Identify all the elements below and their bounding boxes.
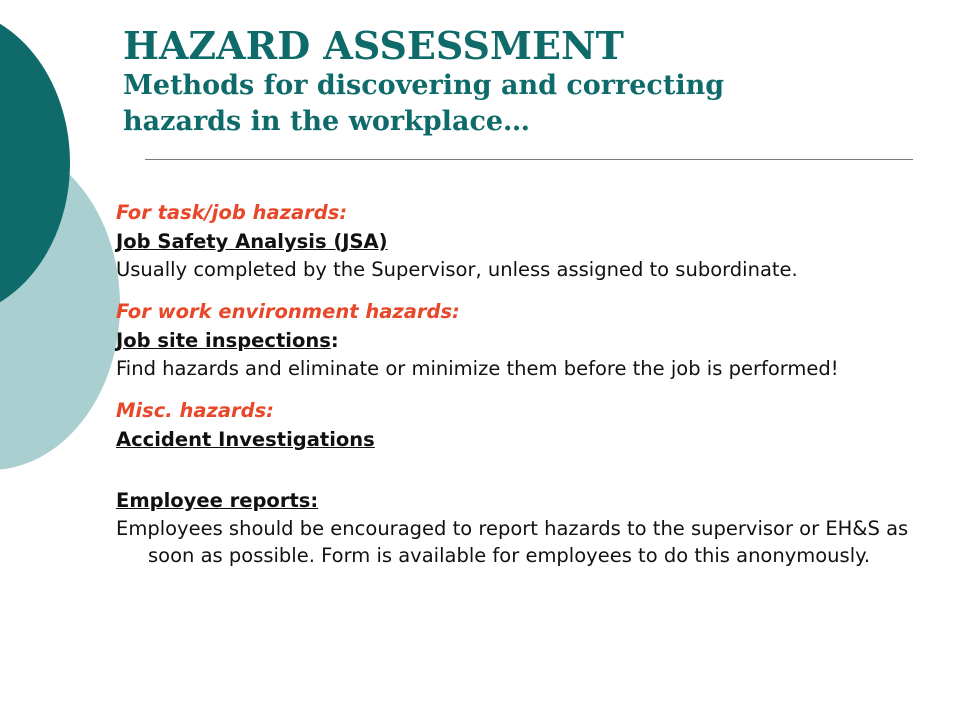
section-subheading: Job Safety Analysis (JSA): [116, 230, 388, 253]
slide-title: HAZARD ASSESSMENT: [123, 23, 624, 68]
section-subheading-suffix: :: [330, 329, 339, 352]
section-heading: For task/job hazards:: [116, 201, 348, 224]
section-environment-hazards: [116, 297, 936, 382]
section-misc-hazards: [116, 396, 936, 454]
section-text: Usually completed by the Supervisor, unless assigned to subordinate.: [116, 258, 798, 281]
section-text: Find hazards and eliminate or minimize them before the job is performed!: [116, 357, 839, 380]
section-text: Employees should be encouraged to report hazards to the supervisor or EH&S as soon as possible. Form is available for employees to do this anonymously.: [116, 517, 909, 567]
section-subheading: Job site inspections: [116, 329, 331, 352]
section-subheading: Accident Investigations: [116, 428, 375, 451]
section-heading: For work environment hazards:: [116, 300, 460, 323]
section-task-hazards: [116, 198, 936, 283]
slide-content: [116, 198, 936, 583]
spacer: [116, 468, 936, 486]
slide-subtitle: Methods for discovering and correcting hazards in the workplace…: [123, 70, 725, 137]
title-divider: [145, 159, 913, 160]
section-subheading: Employee reports:: [116, 489, 319, 512]
title-block: [123, 24, 923, 140]
section-employee-reports: [116, 486, 936, 569]
section-heading: Misc. hazards:: [116, 399, 274, 422]
section-subheading-line: [116, 326, 936, 355]
